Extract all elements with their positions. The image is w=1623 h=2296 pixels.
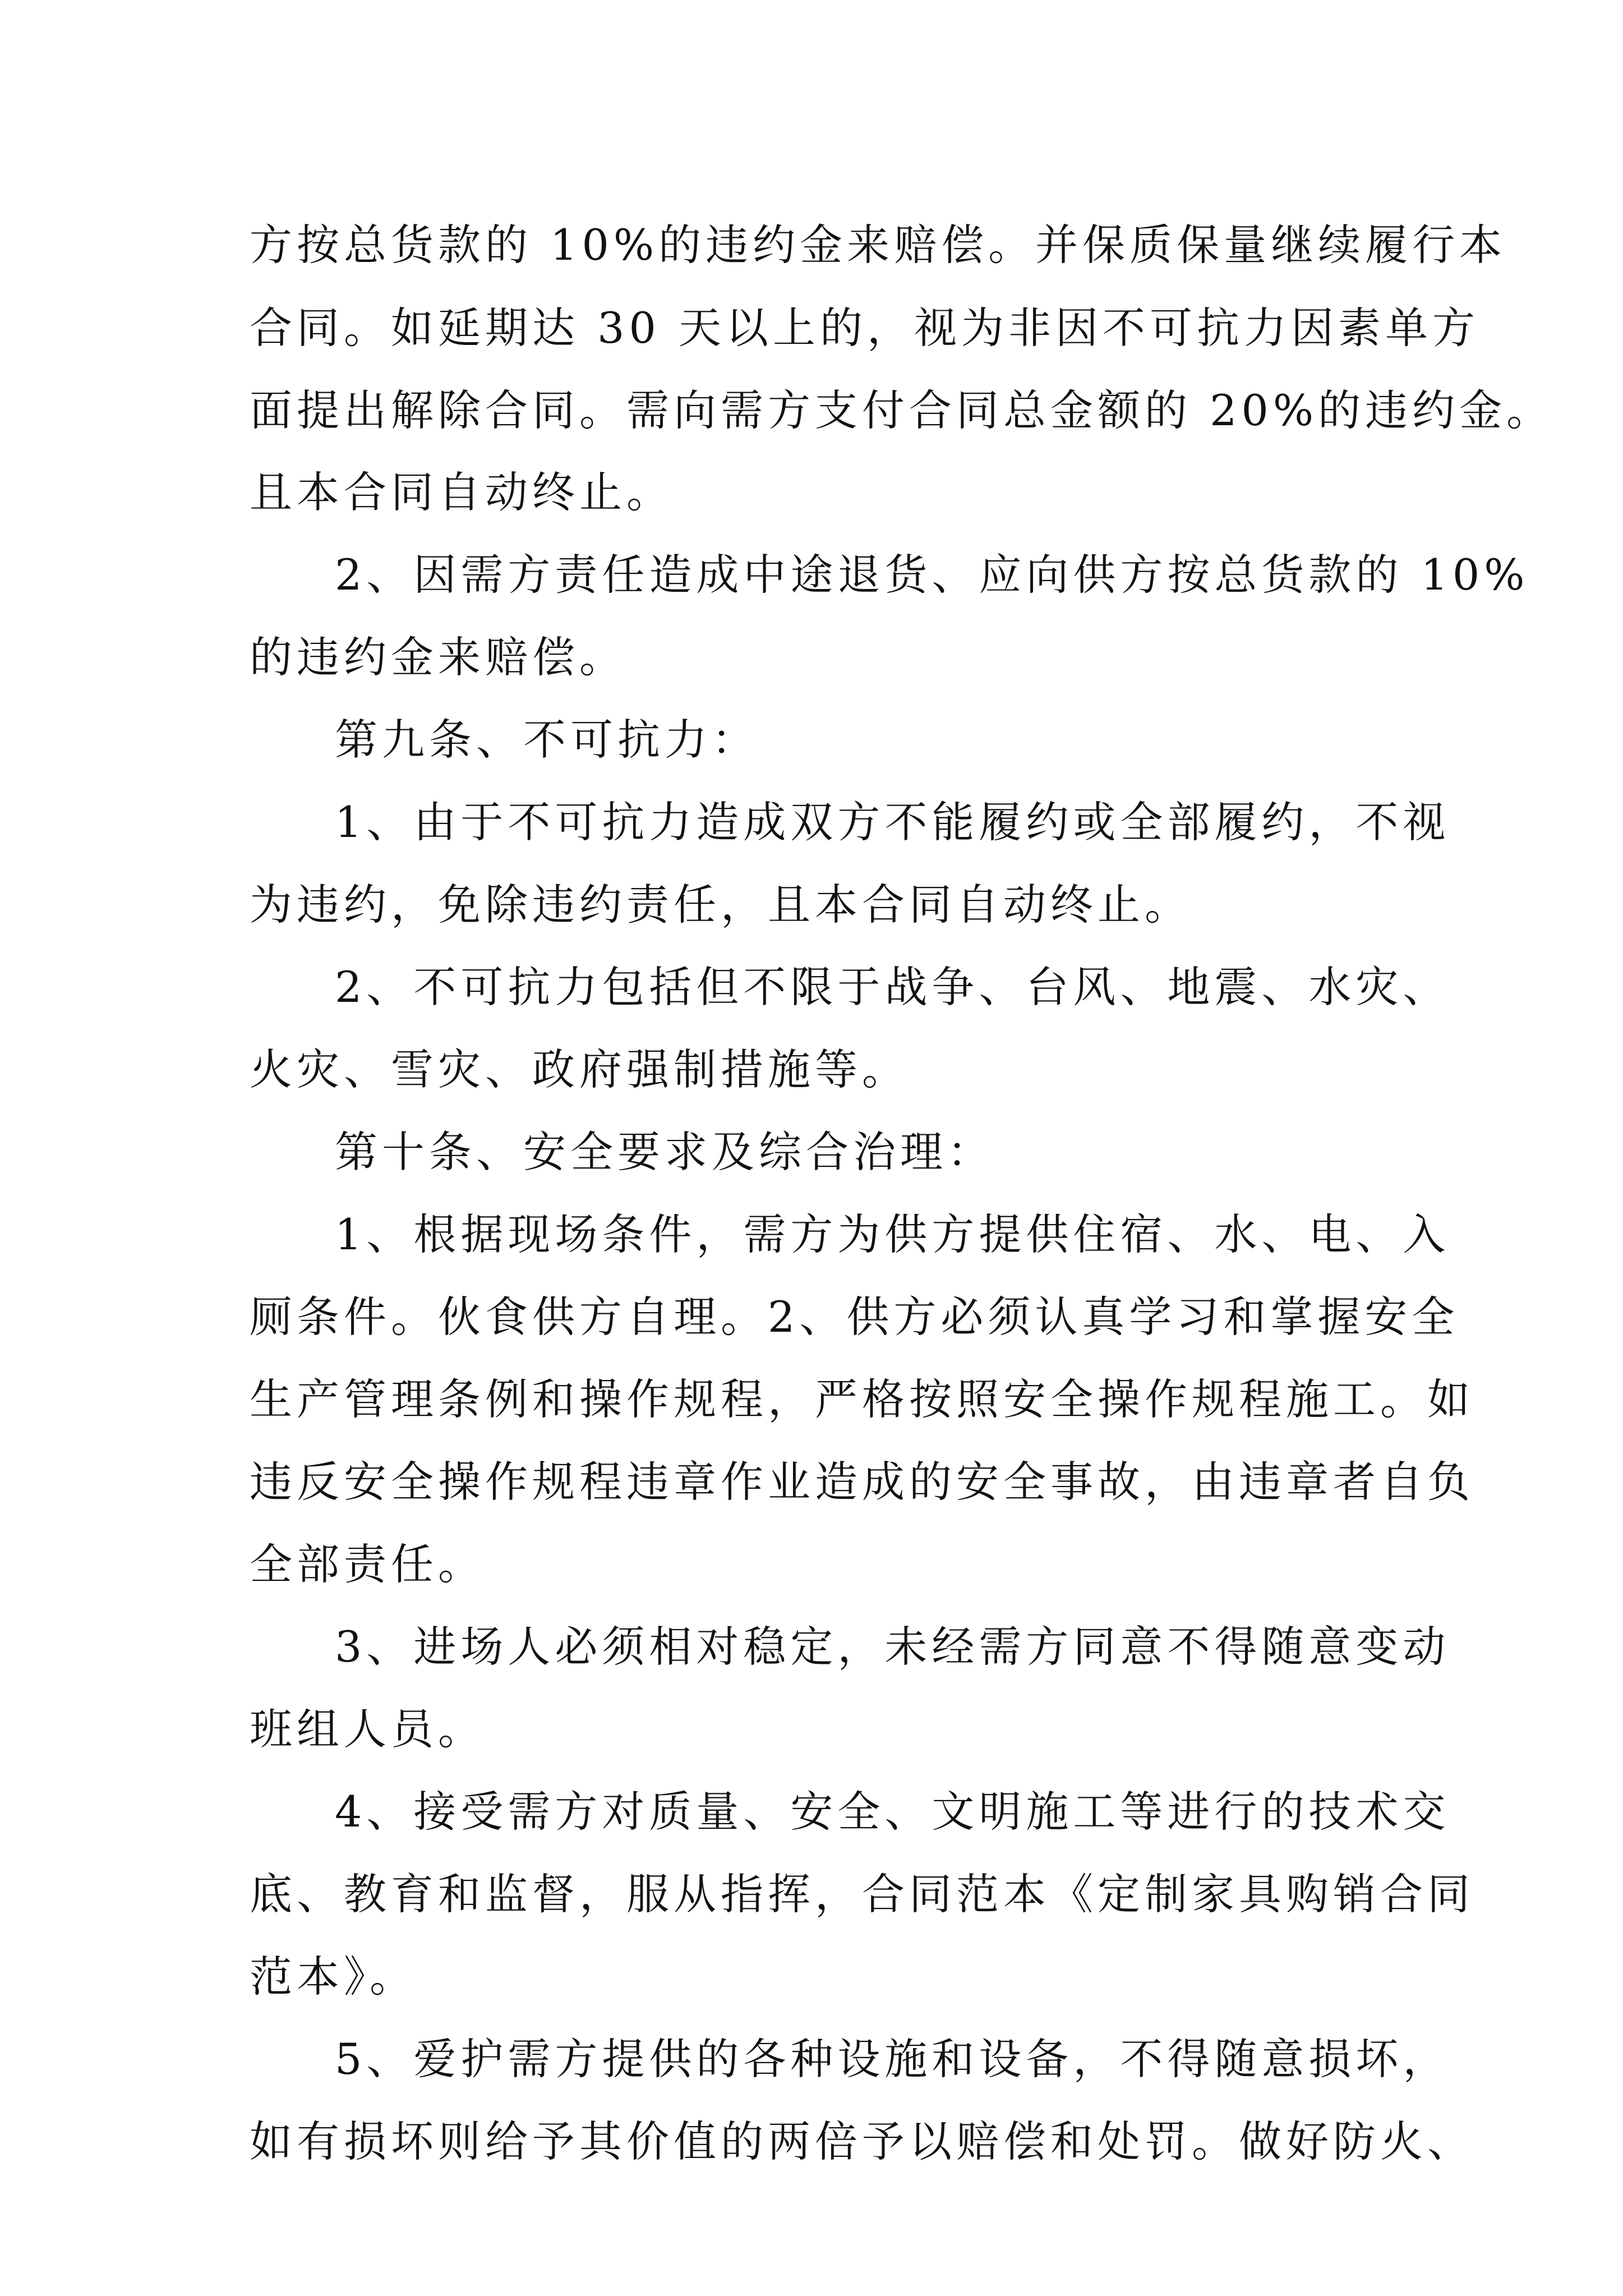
text-line: 2、不可抗力包括但不限于战争、台风、地震、水灾、 bbox=[335, 962, 1450, 1012]
text-line: 的违约金来赔偿。 bbox=[250, 632, 626, 682]
section-heading: 第九条、不可抗力： bbox=[335, 715, 759, 765]
text-line: 范本》。 bbox=[250, 1952, 417, 2001]
text-line: 生产管理条例和操作规程，严格按照安全操作规程施工。如 bbox=[250, 1374, 1474, 1424]
text-line: 为违约，免除违约责任，且本合同自动终止。 bbox=[250, 880, 1192, 930]
text-line: 5、爱护需方提供的各种设施和设备，不得随意损坏， bbox=[335, 2034, 1450, 2084]
section-heading: 第十条、安全要求及综合治理： bbox=[335, 1127, 994, 1177]
text-line: 面提出解除合同。需向需方支付合同总金额的 20%的违约金。 bbox=[250, 385, 1554, 435]
text-line: 火灾、雪灾、政府强制措施等。 bbox=[250, 1045, 909, 1094]
text-line: 合同。如延期达 30 天以上的，视为非因不可抗力因素单方 bbox=[250, 303, 1480, 353]
text-line: 违反安全操作规程违章作业造成的安全事故，由违章者自负 bbox=[250, 1457, 1474, 1507]
text-line: 厕条件。伙食供方自理。2、供方必须认真学习和掌握安全 bbox=[250, 1292, 1459, 1342]
text-line: 且本合同自动终止。 bbox=[250, 467, 674, 517]
text-line: 方按总货款的 10%的违约金来赔偿。并保质保量继续履行本 bbox=[250, 220, 1507, 270]
text-line: 3、进场人必须相对稳定，未经需方同意不得随意变动 bbox=[335, 1622, 1450, 1672]
text-line: 2、因需方责任造成中途退货、应向供方按总货款的 10% bbox=[335, 550, 1529, 600]
text-line: 4、接受需方对质量、安全、文明施工等进行的技术交 bbox=[335, 1787, 1450, 1837]
text-line: 1、由于不可抗力造成双方不能履约或全部履约，不视 bbox=[335, 797, 1450, 847]
text-line: 1、根据现场条件，需方为供方提供住宿、水、电、入 bbox=[335, 1209, 1450, 1259]
text-line: 如有损坏则给予其价值的两倍予以赔偿和处罚。做好防火、 bbox=[250, 2116, 1474, 2166]
text-line: 全部责任。 bbox=[250, 1539, 485, 1589]
text-line: 底、教育和监督，服从指挥，合同范本《定制家具购销合同 bbox=[250, 1869, 1474, 1919]
text-line: 班组人员。 bbox=[250, 1704, 485, 1754]
